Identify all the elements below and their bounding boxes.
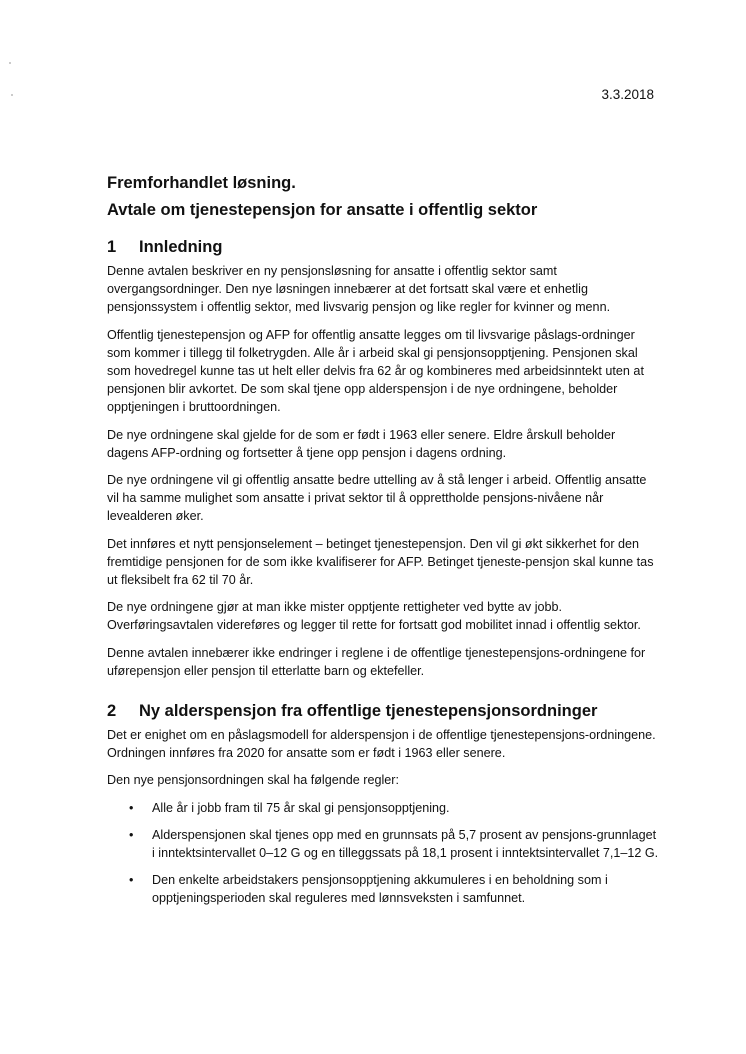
- document-body: [107, 236, 659, 917]
- rules-list: [107, 799, 659, 908]
- section-title: Innledning: [139, 238, 223, 256]
- title-line-2: Avtale om tjenestepensjon for ansatte i offentlig sektor: [107, 201, 538, 219]
- section-1: [107, 236, 659, 680]
- paragraph: De nye ordningene vil gi offentlig ansatte bedre uttelling av å stå lenger i arbeid. Offentlig ansatte vil ha samme mulighet som ansatte i privat sektor til å opprettholde pensjons-nivåene når levealderen øker.: [107, 473, 647, 524]
- document-date: 3.3.2018: [601, 87, 654, 102]
- section-1-heading: [107, 236, 659, 258]
- list-item-text: Alderspensjonen skal tjenes opp med en grunnsats på 5,7 prosent av pensjons-grunnlaget i inntektsintervallet 0–12 G og en tilleggssats på 18,1 prosent i inntektsintervallet 7,1–12 G.: [152, 827, 659, 861]
- scan-speck: [11, 94, 13, 96]
- paragraph: Denne avtalen innebærer ikke endringer i reglene i de offentlige tjenestepensjons-ordningene for uførepensjon eller pensjon til etterlatte barn og ektefeller.: [107, 645, 646, 678]
- paragraph: Offentlig tjenestepensjon og AFP for offentlig ansatte legges om til livsvarige påslags-ordninger som kommer i tillegg til folketrygden. Alle år i arbeid skal gi pensjonsopptjening. Pensjonen skal som hovedregel kunne tas ut helt eller delvis fra 62 år og kombineres med arbeidsinntekt uten at pensjonen blir avkortet. De som skal tjene opp alderspensjon i de nye ordningene, beholder opptjeningen i bruttoordningen.: [107, 327, 644, 415]
- bullet-icon: •: [129, 873, 134, 888]
- list-item-text: Alle år i jobb fram til 75 år skal gi pensjonsopptjening.: [152, 800, 450, 815]
- paragraph: Det innføres et nytt pensjonselement – betinget tjenestepensjon. Den vil gi økt sikkerhet for den fremtidige pensjonen for de som ikke kvalifiserer for AFP. Betinget tjeneste-pensjon skal kunne tas ut fleksibelt fra 62 til 70 år.: [107, 536, 654, 588]
- paragraph: De nye ordningene gjør at man ikke mister opptjente rettigheter ved bytte av jobb. Overføringsavtalen videreføres og legger til rette for fortsatt god mobilitet innad i offentlig sektor.: [107, 600, 641, 633]
- section-2-heading: [107, 700, 659, 722]
- list-item: [107, 871, 659, 907]
- section-2: [107, 700, 659, 908]
- bullet-icon: •: [129, 827, 134, 842]
- scan-speck: [9, 62, 11, 64]
- document-title: [107, 170, 667, 224]
- section-title: Ny alderspensjon fra offentlige tjenestepensjonsordninger: [139, 702, 598, 721]
- list-item: [107, 799, 659, 817]
- paragraph: Det er enighet om en påslagsmodell for alderspensjon i de offentlige tjenestepensjons-ordningene. Ordningen innføres fra 2020 for ansatte som er født i 1963 eller senere.: [107, 728, 656, 761]
- section-number: 1: [107, 238, 117, 256]
- title-line-1: Fremforhandlet løsning.: [107, 174, 296, 192]
- paragraph: Den nye pensjonsordningen skal ha følgende regler:: [107, 773, 399, 788]
- list-item-text: Den enkelte arbeidstakers pensjonsopptjening akkumuleres i en beholdning som i opptjeningsperioden skal reguleres med lønnsveksten i samfunnet.: [152, 873, 608, 906]
- section-number: 2: [107, 702, 117, 721]
- paragraph: De nye ordningene skal gjelde for de som er født i 1963 eller senere. Eldre årskull beholder dagens AFP-ordning og fortsetter å tjene opp pensjon i dagens ordning.: [107, 427, 616, 460]
- list-item: [107, 826, 659, 862]
- paragraph: Denne avtalen beskriver en ny pensjonsløsning for ansatte i offentlig sektor samt overgangsordninger. Den nye løsningen innebærer at det fortsatt skal være et enhetlig pensjonssystem i offentlig sektor, med livsvarig pensjon og like regler for kvinner og menn.: [107, 264, 611, 315]
- bullet-icon: •: [129, 800, 134, 815]
